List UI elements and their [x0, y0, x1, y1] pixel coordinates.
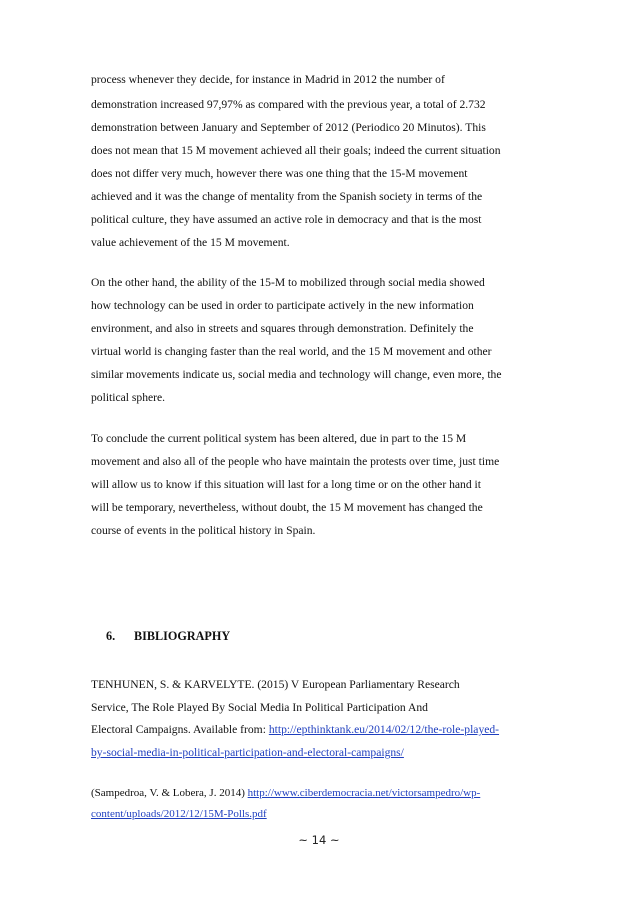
text-line: To conclude the current political system has been altered, due in part to the 15 M — [91, 432, 467, 445]
text-line: similar movements indicate us, social media and technology will change, even more, the — [91, 368, 502, 381]
text-line: movement and also all of the people who have maintain the protests over time, just time — [91, 455, 500, 468]
section-number: 6. — [106, 629, 116, 643]
text-line: environment, and also in streets and squares through demonstration. Definitely the — [91, 322, 474, 335]
text-line: political culture, they have assumed an active role in democracy and that is the most — [91, 213, 482, 226]
page-number: ~ 14 ~ — [298, 833, 340, 847]
section-title: BIBLIOGRAPHY — [134, 629, 231, 643]
text-line: will allow us to know if this situation will last for a long time or on the other hand it — [91, 478, 481, 491]
text-line: does not differ very much, however there was one thing that the 15-M movement — [91, 167, 468, 180]
reference-link[interactable]: http://www.ciberdemocracia.net/victorsampedro/wp- — [247, 787, 481, 799]
text-line: political sphere. — [91, 391, 166, 404]
reference-line — [91, 745, 561, 761]
text-line: course of events in the political history in Spain. — [91, 524, 316, 537]
text-line: virtual world is changing faster than the real world, and the 15 M movement and other — [91, 345, 492, 358]
text-line: process whenever they decide, for instance in Madrid in 2012 the number of — [91, 73, 445, 86]
reference-line — [91, 785, 561, 801]
text-line: On the other hand, the ability of the 15-M to mobilized through social media showed — [91, 276, 485, 289]
text-line: does not mean that 15 M movement achieved all their goals; indeed the current situation — [91, 144, 501, 157]
reference-link[interactable]: content/uploads/2012/12/15M-Polls.pdf — [91, 808, 267, 820]
text-line: will be temporary, nevertheless, without doubt, the 15 M movement has changed the — [91, 501, 483, 514]
reference-line: TENHUNEN, S. & KARVELYTE. (2015) V European Parliamentary Research — [91, 678, 460, 691]
reference-link[interactable]: by-social-media-in-political-participation-and-electoral-campaigns/ — [91, 746, 404, 759]
text-line: demonstration increased 97,97% as compared with the previous year, a total of 2.732 — [91, 98, 486, 111]
reference-line — [91, 806, 561, 822]
text-line: demonstration between January and September of 2012 (Periodico 20 Minutos). This — [91, 121, 486, 134]
text-line: achieved and it was the change of mentality from the Spanish society in terms of the — [91, 190, 483, 203]
reference-line: Service, The Role Played By Social Media In Political Participation And — [91, 701, 428, 714]
reference-text: (Sampedroa, V. & Lobera, J. 2014) — [91, 787, 248, 799]
text-line: value achievement of the 15 M movement. — [91, 236, 290, 249]
reference-line — [91, 722, 561, 738]
text-line: how technology can be used in order to participate actively in the new information — [91, 299, 474, 312]
reference-text: Electoral Campaigns. Available from: — [91, 723, 269, 736]
reference-link[interactable]: http://epthinktank.eu/2014/02/12/the-role-played- — [268, 723, 500, 736]
section-heading — [106, 629, 230, 644]
